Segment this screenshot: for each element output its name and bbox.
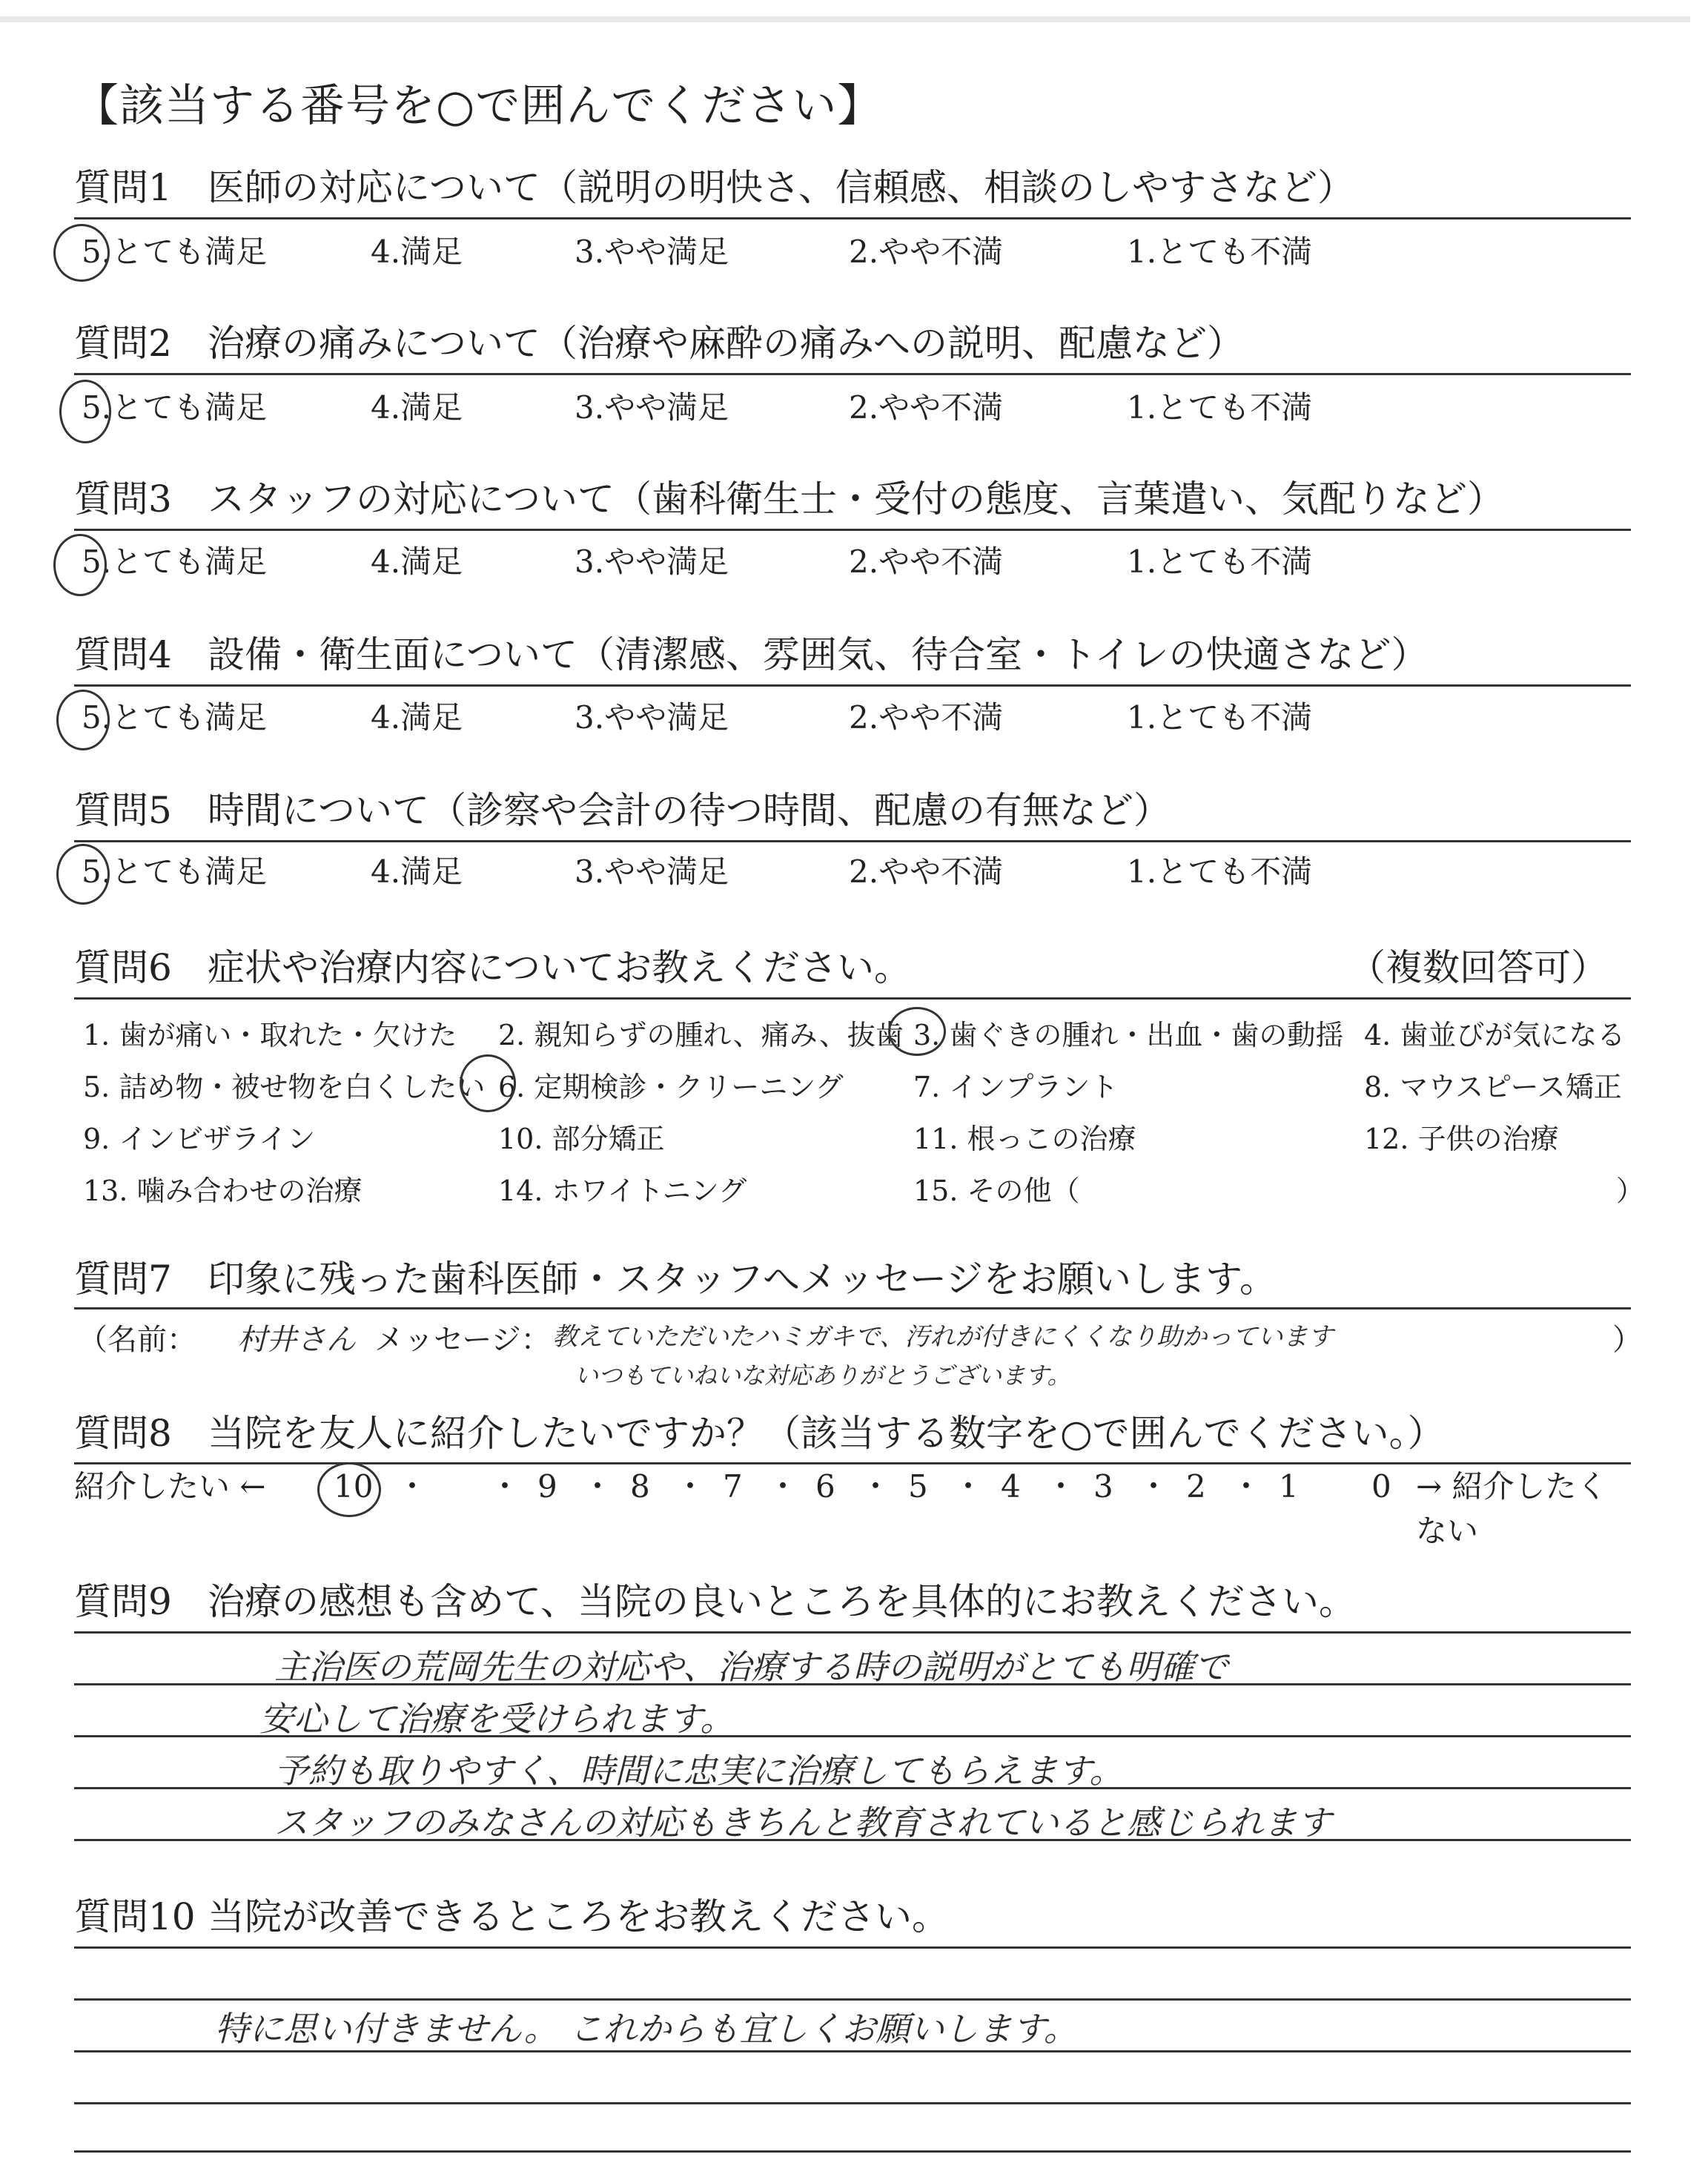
option-3[interactable]: 3.やや満足: [575, 234, 729, 270]
multiple-answers-note: （複数回答可）: [1348, 946, 1608, 989]
selection-circle: [460, 1054, 516, 1112]
message-line-1: 教えていただいたハミガキで、汚れが付きにくくなり助かっています: [552, 1322, 1334, 1352]
option-4[interactable]: 4.満足: [371, 544, 463, 580]
option-5[interactable]: 5.とても満足: [82, 544, 268, 580]
divider: [74, 529, 1631, 531]
question-number: 質問7: [74, 1258, 172, 1301]
name-label: （名前：: [78, 1323, 196, 1357]
question-number: 質問5: [74, 789, 172, 832]
q6-option-11[interactable]: 11. 根っこの治療: [913, 1123, 1136, 1155]
scale-6[interactable]: 6: [815, 1468, 835, 1505]
q6-option-13[interactable]: 13. 噛み合わせの治療: [83, 1175, 363, 1207]
q6-other-close: ）: [1616, 1175, 1645, 1207]
scale-dot: ・: [397, 1468, 428, 1505]
question-text: 印象に残った歯科医師・スタッフへメッセージをお願いします。: [208, 1258, 1277, 1301]
selection-circle: [317, 1462, 381, 1517]
option-2[interactable]: 2.やや不満: [849, 544, 1004, 580]
option-3[interactable]: 3.やや満足: [575, 389, 729, 426]
message-line-2: いつもていねいな対応ありがとうございます。: [575, 1361, 1071, 1390]
q6-option-1[interactable]: 1. 歯が痛い・取れた・欠けた: [83, 1019, 457, 1051]
option-3[interactable]: 3.やや満足: [575, 699, 729, 736]
option-1[interactable]: 1.とても不満: [1127, 544, 1313, 580]
option-2[interactable]: 2.やや不満: [849, 389, 1004, 426]
option-5[interactable]: 5.とても満足: [82, 389, 268, 426]
divider: [74, 997, 1631, 1000]
q9-answer-4: スタッフのみなさんの対応もきちんと教育されていると感じられます: [274, 1803, 1331, 1843]
scale-dot: ・: [860, 1468, 892, 1505]
scale-dot: ・: [953, 1468, 984, 1505]
option-2[interactable]: 2.やや不満: [849, 234, 1004, 270]
q6-option-15[interactable]: 15. その他（: [913, 1175, 1080, 1207]
divider: [74, 684, 1631, 687]
scale-dot: ・: [1045, 1468, 1077, 1505]
question-number: 質問8: [74, 1412, 172, 1455]
divider: [74, 373, 1631, 375]
question-text: 医師の対応について（説明の明快さ、信頼感、相談のしやすさなど）: [208, 166, 1354, 209]
question-2: [74, 317, 1631, 369]
scale-dot: ・: [1138, 1468, 1170, 1505]
scale-dot: ・: [1231, 1468, 1262, 1505]
q6-option-10[interactable]: 10. 部分矯正: [498, 1123, 665, 1155]
question-number: 質問9: [74, 1580, 172, 1623]
option-5[interactable]: 5.とても満足: [82, 853, 268, 890]
option-1[interactable]: 1.とても不満: [1127, 234, 1313, 270]
answer-line: [74, 1631, 1631, 1634]
question-number: 質問1: [74, 166, 172, 209]
option-5[interactable]: 5.とても満足: [82, 699, 268, 736]
selection-circle: [888, 1007, 946, 1056]
referral-left-label: 紹介したい ←: [74, 1468, 266, 1505]
option-1[interactable]: 1.とても不満: [1127, 699, 1313, 736]
scale-2[interactable]: 2: [1186, 1468, 1206, 1505]
scale-3[interactable]: 3: [1093, 1468, 1113, 1505]
divider: [74, 1307, 1631, 1309]
scale-8[interactable]: 8: [630, 1468, 650, 1505]
scale-0[interactable]: 0: [1371, 1468, 1391, 1505]
question-4: [74, 629, 1631, 681]
q6-option-14[interactable]: 14. ホワイトニング: [498, 1175, 747, 1207]
question-number: 質問6: [74, 946, 172, 989]
selection-circle: [53, 224, 110, 282]
option-4[interactable]: 4.満足: [371, 389, 463, 426]
scale-7[interactable]: 7: [723, 1468, 743, 1505]
divider: [74, 217, 1631, 219]
divider: [74, 840, 1631, 842]
q6-option-8[interactable]: 8. マウスピース矯正: [1364, 1071, 1622, 1103]
option-5[interactable]: 5.とても満足: [82, 234, 268, 270]
question-text: 治療の痛みについて（治療や麻酔の痛みへの説明、配慮など）: [208, 322, 1244, 365]
question-text: 治療の感想も含めて、当院の良いところを具体的にお教えください。: [208, 1580, 1356, 1623]
name-value: 村井さん: [237, 1323, 356, 1357]
question-8: [74, 1407, 1631, 1459]
q6-option-12[interactable]: 12. 子供の治療: [1364, 1123, 1559, 1155]
option-1[interactable]: 1.とても不満: [1127, 389, 1313, 426]
q6-option-3[interactable]: 3. 歯ぐきの腫れ・出血・歯の動揺: [913, 1019, 1344, 1051]
question-text: 時間について（診察や会計の待つ時間、配慮の有無など）: [208, 789, 1171, 832]
scale-9[interactable]: 9: [537, 1468, 557, 1505]
q6-option-5[interactable]: 5. 詰め物・被せ物を白くしたい: [83, 1071, 486, 1103]
option-3[interactable]: 3.やや満足: [575, 544, 729, 580]
question-number: 質問10: [74, 1895, 196, 1938]
q6-option-7[interactable]: 7. インプラント: [913, 1071, 1119, 1103]
q10-answer: 特に思い付きません。 これからも宜しくお願いします。: [215, 2009, 1078, 2049]
q9-answer-1: 主治医の荒岡先生の対応や、治療する時の説明がとても明確で: [274, 1647, 1229, 1687]
question-text: スタッフの対応について（歯科衛生士・受付の態度、言葉遣い、気配りなど）: [208, 478, 1504, 521]
question-number: 質問3: [74, 478, 172, 521]
message-label: メッセージ：: [374, 1323, 551, 1357]
option-4[interactable]: 4.満足: [371, 234, 463, 270]
option-2[interactable]: 2.やや不満: [849, 853, 1004, 890]
scan-edge: [0, 16, 1690, 22]
question-text: 症状や治療内容についてお教えください。: [208, 946, 911, 989]
question-number: 質問2: [74, 322, 172, 365]
option-1[interactable]: 1.とても不満: [1127, 853, 1313, 890]
q6-option-4[interactable]: 4. 歯並びが気になる: [1364, 1019, 1626, 1051]
scale-dot: ・: [489, 1468, 521, 1505]
scale-4[interactable]: 4: [1001, 1468, 1021, 1505]
q6-option-9[interactable]: 9. インビザライン: [83, 1123, 316, 1155]
referral-scale: [74, 1464, 1631, 1549]
selection-circle: [56, 844, 110, 905]
page-title: 【該当する番号を○で囲んでください】: [74, 80, 883, 132]
question-text: 当院が改善できるところをお教えください。: [208, 1895, 949, 1938]
scale-dot: ・: [675, 1468, 706, 1505]
q9-answer-3: 予約も取りやすく、時間に忠実に治療してもらえます。: [274, 1751, 1124, 1791]
option-4[interactable]: 4.満足: [371, 853, 463, 890]
question-number: 質問4: [74, 633, 172, 676]
question-text: 設備・衛生面について（清潔感、雰囲気、待合室・トイレの快適さなど）: [208, 633, 1429, 676]
q6-option-6[interactable]: 6. 定期検診・クリーニング: [498, 1071, 844, 1103]
selection-circle: [59, 380, 111, 443]
question-1: [74, 162, 1631, 214]
option-2[interactable]: 2.やや不満: [849, 699, 1004, 736]
scale-dot: ・: [767, 1468, 799, 1505]
answer-line: [74, 1946, 1631, 1949]
option-4[interactable]: 4.満足: [371, 699, 463, 736]
question-7: [74, 1253, 1631, 1305]
message-close: ）: [1612, 1323, 1642, 1357]
question-3: [74, 473, 1631, 525]
selection-circle: [56, 690, 110, 750]
question-9: [74, 1576, 1631, 1628]
scale-1[interactable]: 1: [1279, 1468, 1299, 1505]
option-3[interactable]: 3.やや満足: [575, 853, 729, 890]
scale-10[interactable]: 10: [334, 1468, 374, 1505]
question-5: [74, 785, 1631, 836]
scale-5[interactable]: 5: [908, 1468, 928, 1505]
answer-line: [74, 2102, 1631, 2104]
question-text: 当院を友人に紹介したいですか？（該当する数字を○で囲んでください。）: [208, 1412, 1445, 1455]
answer-line: [74, 1998, 1631, 2001]
scale-dot: ・: [582, 1468, 614, 1505]
selection-circle: [53, 534, 107, 596]
answer-line: [74, 2150, 1631, 2153]
referral-right-label: → 紹介したくない: [1416, 1468, 1608, 1549]
question-10: [74, 1891, 1631, 1943]
q9-answer-2: 安心して治療を受けられます。: [259, 1699, 735, 1739]
q6-option-2[interactable]: 2. 親知らずの腫れ、痛み、抜歯: [498, 1019, 904, 1051]
